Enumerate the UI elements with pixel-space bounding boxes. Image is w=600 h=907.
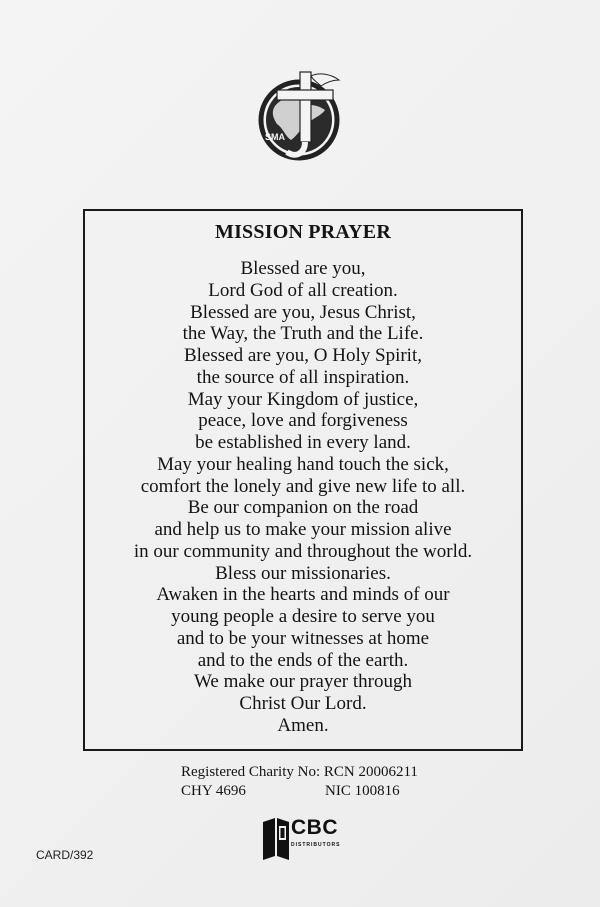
prayer-line: Amen. (277, 714, 329, 736)
prayer-line: comfort the lonely and give new life to all. (140, 475, 466, 497)
prayer-line: Awaken in the hearts and minds of our (156, 584, 450, 606)
prayer-line: Blessed are you, (240, 258, 366, 279)
nic-number: NIC 100816 (325, 783, 400, 799)
prayer-line: the Way, the Truth and the Life. (182, 323, 424, 345)
prayer-line: Lord God of all creation. (208, 279, 398, 301)
cbc-name: CBC (291, 816, 338, 839)
prayer-title: MISSION PRAYER (215, 221, 391, 243)
chy-number: CHY 4696 (181, 783, 246, 799)
prayer-line: Blessed are you, O Holy Spirit, (183, 345, 422, 366)
prayer-line: Christ Our Lord. (239, 693, 367, 714)
prayer-line: the source of all inspiration. (196, 366, 410, 388)
card-code: CARD/392 (36, 848, 94, 862)
prayer-line: peace, love and forgiveness (198, 410, 408, 432)
sma-logo-text: SMA (265, 132, 285, 142)
prayer-line: young people a desire to serve you (171, 606, 435, 627)
prayer-box (83, 209, 523, 751)
registered-charity-number: Registered Charity No: RCN 20006211 (181, 764, 418, 780)
prayer-line: Blessed are you, Jesus Christ, (190, 301, 416, 323)
sma-globe-cross-dove-icon (247, 66, 355, 166)
prayer-line: Be our companion on the road (187, 497, 419, 519)
prayer-line: be established in every land. (195, 432, 411, 453)
prayer-line: and help us to make your mission alive (154, 519, 452, 540)
prayer-line: We make our prayer through (194, 671, 412, 693)
prayer-line: May your Kingdom of justice, (187, 388, 419, 410)
charity-info (181, 763, 418, 801)
open-book-icon (261, 816, 291, 860)
prayer-line: in our community and throughout the world. (133, 540, 473, 562)
sma-logo (247, 66, 355, 166)
cbc-subtitle: DISTRIBUTORS (291, 842, 341, 848)
prayer-line: and to be your witnesses at home (176, 627, 430, 649)
prayer-line: May your healing hand touch the sick, (157, 453, 449, 475)
prayer-line: Bless our missionaries. (215, 562, 391, 584)
prayer-text (85, 258, 521, 737)
cbc-distributors-logo (261, 816, 351, 860)
prayer-line: and to the ends of the earth. (197, 649, 409, 671)
